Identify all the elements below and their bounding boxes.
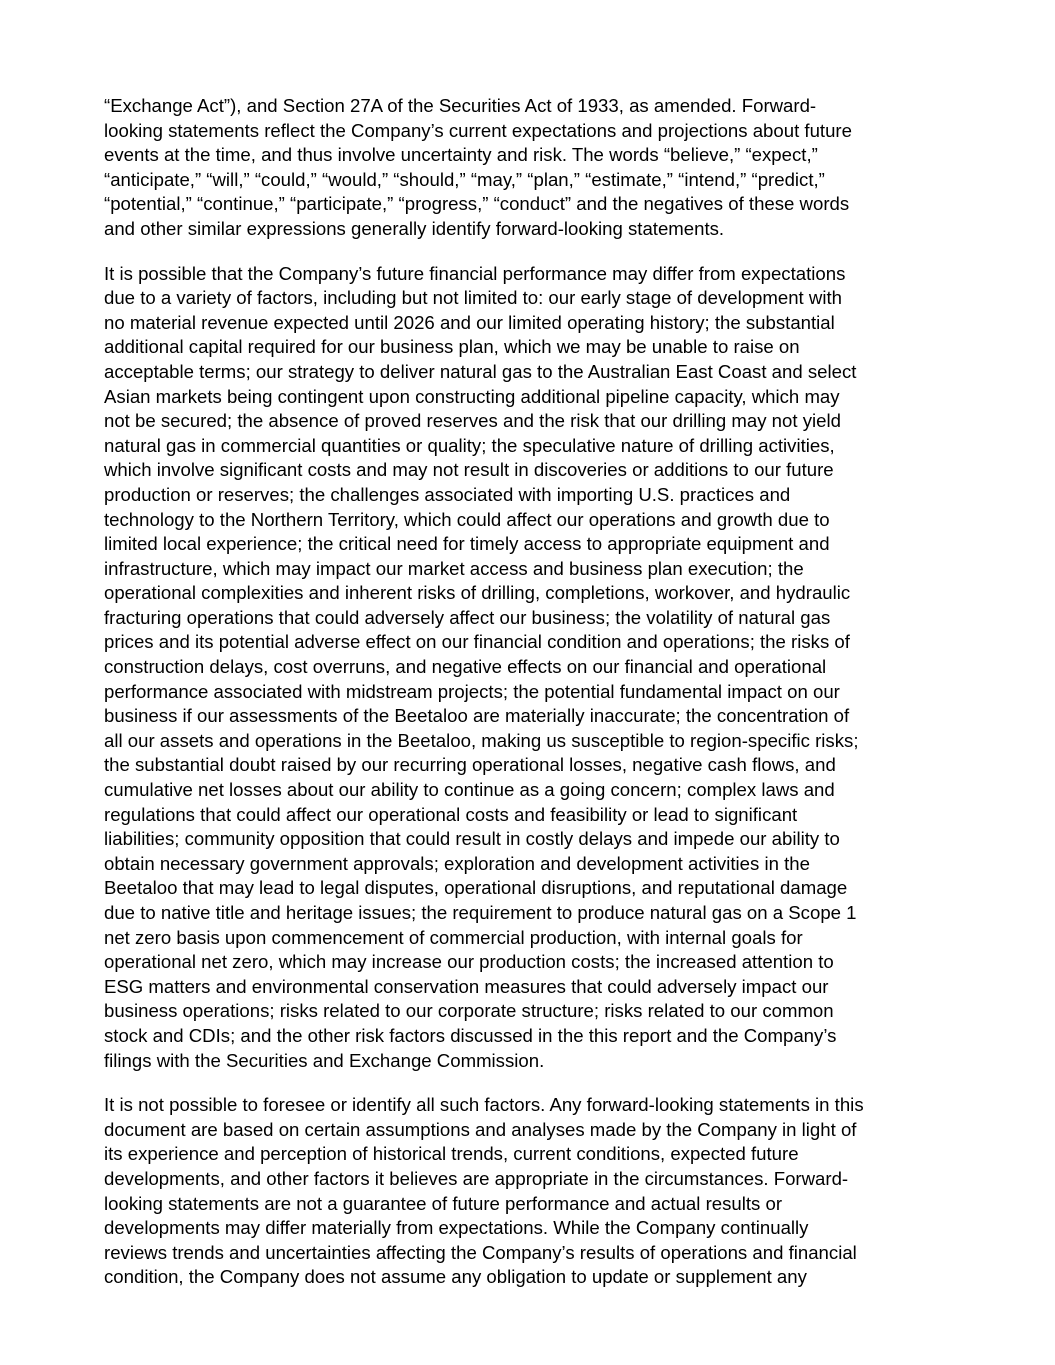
text-line: document are based on certain assumptions and analyses made by the Company in light of xyxy=(104,1118,857,1140)
text-line: no material revenue expected until 2026 and our limited operating history; the substantial xyxy=(104,311,835,333)
text-line: stock and CDIs; and the other risk factors discussed in the this report and the Company’s xyxy=(104,1024,837,1046)
text-line: “Exchange Act”), and Section 27A of the Securities Act of 1933, as amended. Forward- xyxy=(104,95,817,116)
text-line: developments may differ materially from expectations. While the Company continually xyxy=(104,1217,809,1239)
text-line: production or reserves; the challenges associated with importing U.S. practices and xyxy=(104,483,791,505)
text-line: net zero basis upon commencement of commercial production, with internal goals for xyxy=(104,926,803,948)
text-line: ESG matters and environmental conservation measures that could adversely impact our xyxy=(104,975,829,997)
text-line: limited local experience; the critical need for timely access to appropriate equipment and xyxy=(104,533,830,555)
text-line: Beetaloo that may lead to legal disputes, operational disruptions, and reputational damage xyxy=(104,877,848,899)
paragraph-no-obligation xyxy=(104,1093,984,1290)
text-line: the substantial doubt raised by our recurring operational losses, negative cash flows, and xyxy=(104,754,836,776)
text-line: filings with the Securities and Exchange Commission. xyxy=(104,1049,545,1071)
text-line: obtain necessary government approvals; exploration and development activities in the xyxy=(104,852,810,874)
text-line: looking statements reflect the Company’s current expectations and projections about future xyxy=(104,119,852,141)
text-line: “potential,” “continue,” “participate,” “progress,” “conduct” and the negatives of these words xyxy=(104,193,850,215)
text-line: natural gas in commercial quantities or quality; the speculative nature of drilling activities, xyxy=(104,434,835,456)
text-line: events at the time, and thus involve uncertainty and risk. The words “believe,” “expect,” xyxy=(104,144,818,166)
text-line: technology to the Northern Territory, which could affect our operations and growth due to xyxy=(104,508,830,530)
paragraph-forward-looking-intro xyxy=(104,94,984,242)
text-line: business operations; risks related to our corporate structure; risks related to our common xyxy=(104,1000,834,1022)
text-line: operational net zero, which may increase our production costs; the increased attention to xyxy=(104,951,834,973)
text-line: developments, and other factors it believes are appropriate in the circumstances. Forward- xyxy=(104,1167,849,1189)
text-line: cumulative net losses about our ability to continue as a going concern; complex laws and xyxy=(104,779,835,801)
text-line: infrastructure, which may impact our market access and business plan execution; the xyxy=(104,557,804,579)
text-line: due to a variety of factors, including but not limited to: our early stage of development with xyxy=(104,287,842,309)
document-page xyxy=(104,94,984,1290)
text-line: which involve significant costs and may not result in discoveries or additions to our future xyxy=(104,459,834,481)
text-line: liabilities; community opposition that could result in costly delays and impede our ability to xyxy=(104,828,840,850)
text-line: all our assets and operations in the Beetaloo, making us susceptible to region-specific risks; xyxy=(104,729,859,751)
text-line: fracturing operations that could adversely affect our business; the volatility of natural gas xyxy=(104,606,831,628)
text-line: reviews trends and uncertainties affecting the Company’s results of operations and financial xyxy=(104,1241,857,1263)
text-line: its experience and perception of historical trends, current conditions, expected future xyxy=(104,1143,799,1165)
text-line: It is possible that the Company’s future financial performance may differ from expectations xyxy=(104,262,846,284)
text-line: not be secured; the absence of proved reserves and the risk that our drilling may not yield xyxy=(104,410,841,432)
text-line: “anticipate,” “will,” “could,” “would,” “should,” “may,” “plan,” “estimate,” “intend,” “predict,” xyxy=(104,168,825,190)
text-line: performance associated with midstream projects; the potential fundamental impact on our xyxy=(104,680,840,702)
text-line: It is not possible to foresee or identify all such factors. Any forward-looking statements in this xyxy=(104,1094,864,1116)
text-line: Asian markets being contingent upon constructing additional pipeline capacity, which may xyxy=(104,385,840,407)
paragraph-risk-factors xyxy=(104,262,984,1074)
text-line: construction delays, cost overruns, and negative effects on our financial and operational xyxy=(104,656,827,678)
text-line: additional capital required for our business plan, which we may be unable to raise on xyxy=(104,336,800,358)
text-line: operational complexities and inherent risks of drilling, completions, workover, and hydraulic xyxy=(104,582,851,604)
text-line: acceptable terms; our strategy to deliver natural gas to the Australian East Coast and select xyxy=(104,360,857,382)
text-line: due to native title and heritage issues; the requirement to produce natural gas on a Scope 1 xyxy=(104,902,857,923)
text-line: business if our assessments of the Beetaloo are materially inaccurate; the concentration of xyxy=(104,705,850,727)
text-line: regulations that could affect our operational costs and feasibility or lead to significant xyxy=(104,803,798,825)
text-line: condition, the Company does not assume any obligation to update or supplement any xyxy=(104,1266,807,1288)
text-line: prices and its potential adverse effect on our financial condition and operations; the risks of xyxy=(104,631,850,653)
text-line: looking statements are not a guarantee of future performance and actual results or xyxy=(104,1192,783,1214)
text-line: and other similar expressions generally identify forward-looking statements. xyxy=(104,217,725,239)
